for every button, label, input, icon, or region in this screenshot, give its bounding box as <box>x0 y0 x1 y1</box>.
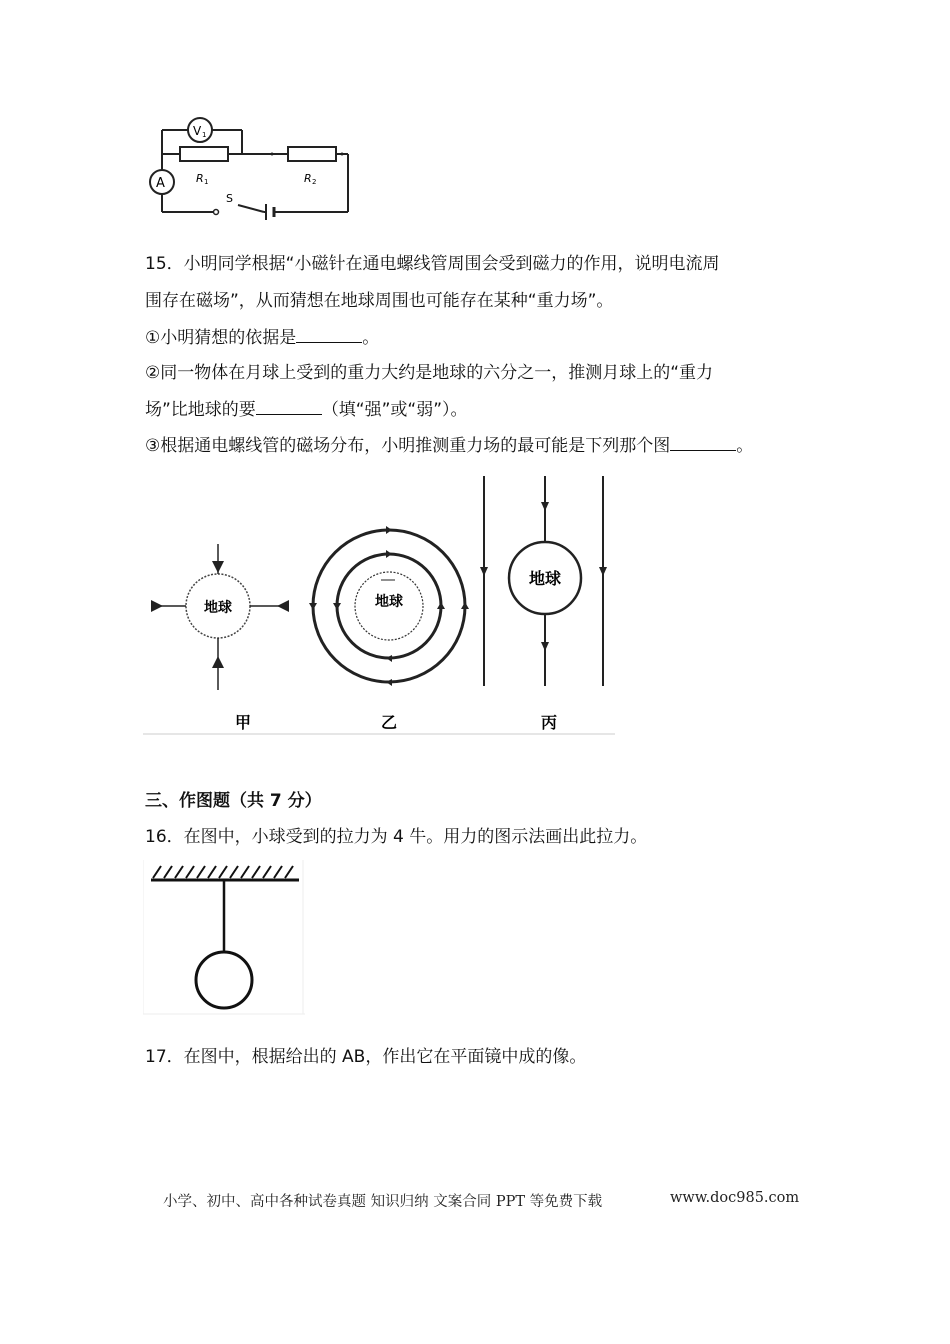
q15-item1-end: 。 <box>362 328 380 348</box>
q15-item1-blank[interactable] <box>296 326 362 343</box>
voltmeter-subscript: 1 <box>202 131 207 139</box>
figure-bing <box>480 476 607 686</box>
q16-text: 16．在图中，小球受到的拉力为 4 牛。用力的图示法画出此拉力。 <box>145 827 648 847</box>
pendulum-figure <box>143 860 305 1016</box>
q15-item3 <box>145 434 753 457</box>
r2-subscript: 2 <box>312 178 317 186</box>
figure-jia <box>151 544 285 690</box>
switch-contact <box>214 210 219 215</box>
r1-label: R <box>196 172 204 185</box>
gravity-field-figure <box>143 472 615 736</box>
q15-line2: 围存在磁场”，从而猜想在地球周围也可能存在某种“重力场”。 <box>145 291 614 311</box>
resistor-r1 <box>180 147 228 161</box>
q15-item2-blank[interactable] <box>256 398 322 415</box>
footer-left-text: 小学、初中、高中各种试卷真题 知识归纳 文案合同 PPT 等免费下载 <box>163 1194 603 1210</box>
q15-item2-text: 场”比地球的要 <box>145 400 256 420</box>
earth-label-jia: 地球 <box>204 600 232 616</box>
ceiling-hatching <box>153 866 293 878</box>
ball <box>196 952 252 1008</box>
circuit-diagram <box>138 112 358 224</box>
figure-label-yi: 乙 <box>380 713 398 732</box>
earth-label-bing: 地球 <box>528 569 562 588</box>
section3-heading: 三、作图题（共 7 分） <box>145 791 322 811</box>
q15-item3-end: 。 <box>736 436 754 456</box>
q15-item3-text: ③根据通电螺线管的磁场分布，小明推测重力场的最可能是下列那个图 <box>145 436 671 456</box>
q17-text: 17．在图中，根据给出的 AB，作出它在平面镜中成的像。 <box>145 1047 587 1067</box>
resistor-r2 <box>288 147 336 161</box>
q15-line1: 15．小明同学根据“小磁针在通电螺线管周围会受到磁力的作用，说明电流周 <box>145 254 720 274</box>
footer-url[interactable]: www.doc985.com <box>670 1190 800 1206</box>
q15-item2-line1: ②同一物体在月球上受到的重力大约是地球的六分之一，推测月球上的“重力 <box>145 363 714 383</box>
figure-label-bing: 丙 <box>540 713 558 732</box>
switch-label: S <box>226 192 233 205</box>
figure-yi <box>309 526 469 686</box>
voltmeter-label: V <box>193 124 202 138</box>
q15-item1-text: ①小明猜想的依据是 <box>145 328 297 348</box>
figure-label-jia: 甲 <box>234 713 252 732</box>
q15-item3-blank[interactable] <box>670 434 736 451</box>
ammeter-label: A <box>156 176 165 191</box>
q15-item1 <box>145 326 379 349</box>
r1-subscript: 1 <box>204 178 209 186</box>
q15-item2-line2 <box>145 398 468 421</box>
earth-label-yi: 地球 <box>375 594 403 610</box>
r2-label: R <box>304 172 312 185</box>
q15-item2-end: （填“强”或“弱”）。 <box>321 400 468 420</box>
